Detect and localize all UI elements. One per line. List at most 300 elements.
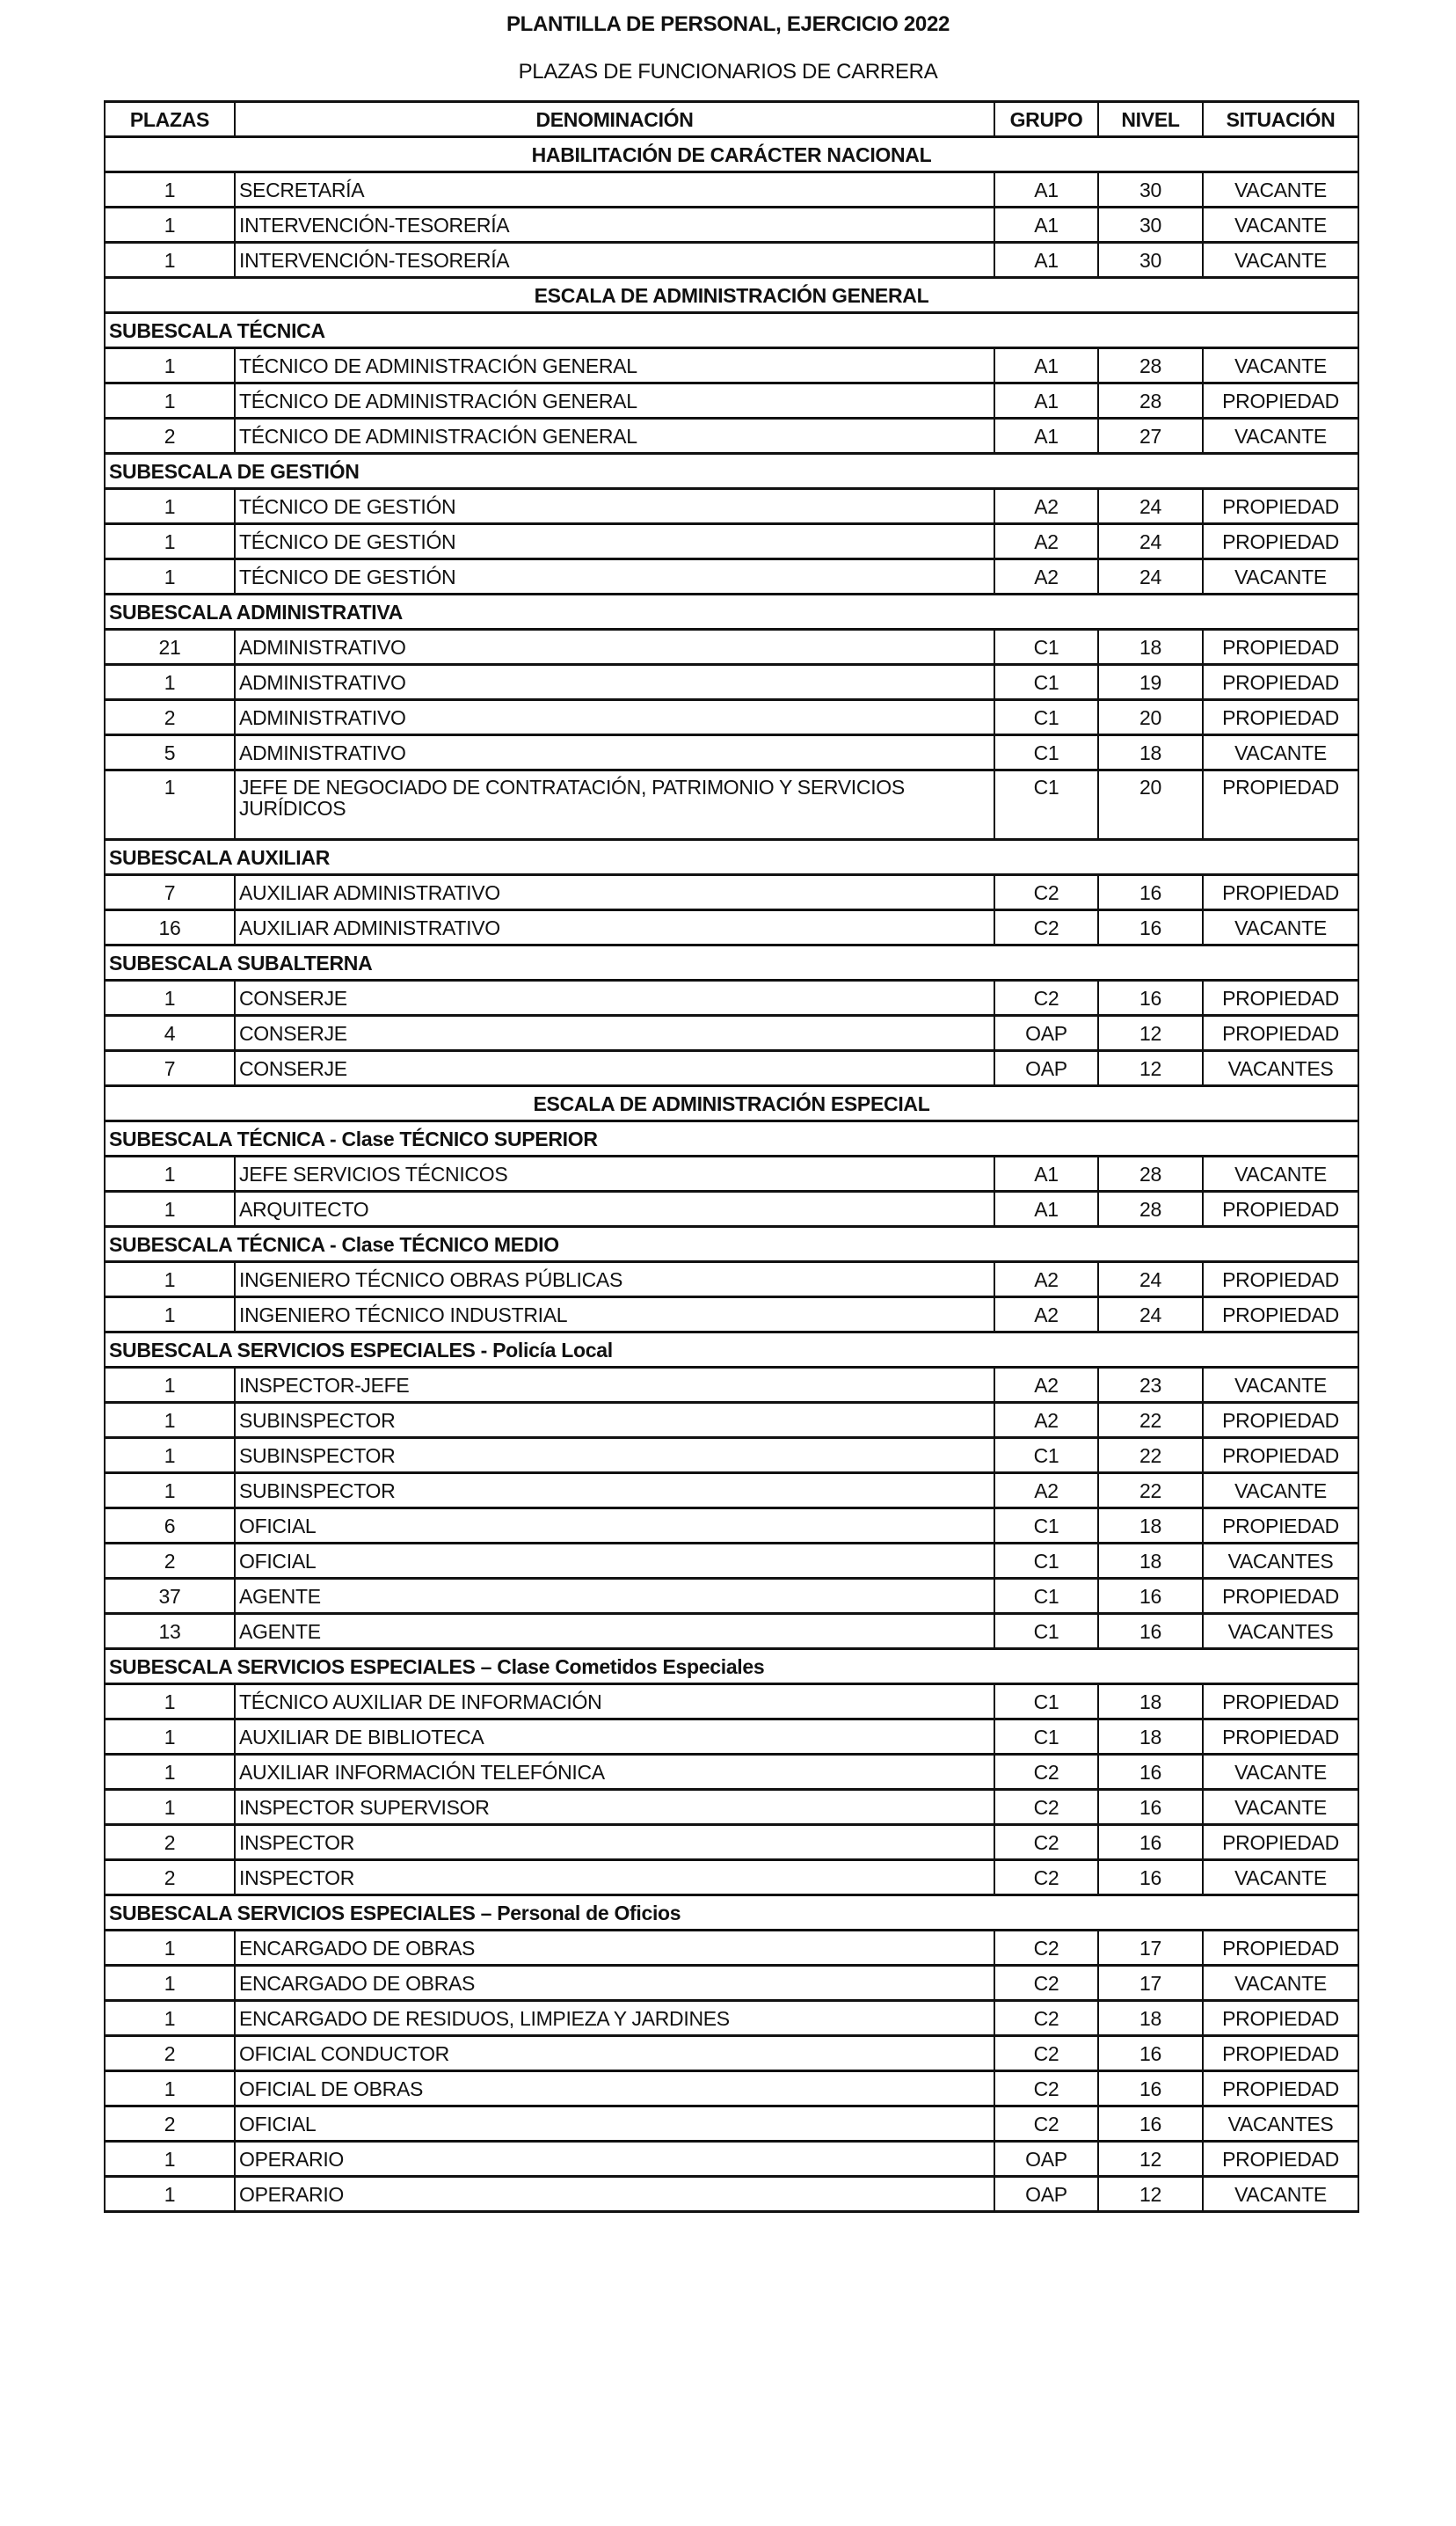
cell-situacion: VACANTE bbox=[1203, 2177, 1358, 2212]
cell-situacion: PROPIEDAD bbox=[1203, 524, 1358, 559]
cell-nivel: 27 bbox=[1098, 419, 1203, 454]
cell-grupo: OAP bbox=[994, 1016, 1098, 1051]
cell-plazas: 6 bbox=[105, 1508, 235, 1544]
subsection-heading-row bbox=[105, 1649, 1358, 1684]
subsection-heading: SUBESCALA SERVICIOS ESPECIALES – Personal de Oficios bbox=[105, 1895, 1358, 1931]
table-row bbox=[105, 383, 1358, 419]
cell-plazas: 1 bbox=[105, 1966, 235, 2001]
cell-plazas: 1 bbox=[105, 489, 235, 524]
cell-grupo: A1 bbox=[994, 383, 1098, 419]
cell-denominacion: JEFE SERVICIOS TÉCNICOS bbox=[235, 1157, 994, 1192]
cell-denominacion: CONSERJE bbox=[235, 1016, 994, 1051]
cell-nivel: 12 bbox=[1098, 1051, 1203, 1086]
cell-plazas: 1 bbox=[105, 1157, 235, 1192]
cell-nivel: 28 bbox=[1098, 1192, 1203, 1227]
cell-denominacion: AUXILIAR INFORMACIÓN TELEFÓNICA bbox=[235, 1755, 994, 1790]
cell-denominacion: INGENIERO TÉCNICO OBRAS PÚBLICAS bbox=[235, 1262, 994, 1297]
table-row bbox=[105, 665, 1358, 700]
cell-plazas: 1 bbox=[105, 1297, 235, 1332]
cell-nivel: 16 bbox=[1098, 875, 1203, 910]
cell-situacion: PROPIEDAD bbox=[1203, 2001, 1358, 2036]
cell-grupo: C1 bbox=[994, 630, 1098, 665]
cell-denominacion: SECRETARÍA bbox=[235, 172, 994, 208]
cell-nivel: 20 bbox=[1098, 770, 1203, 840]
cell-denominacion: TÉCNICO DE ADMINISTRACIÓN GENERAL bbox=[235, 419, 994, 454]
table-row bbox=[105, 2001, 1358, 2036]
cell-denominacion: OPERARIO bbox=[235, 2142, 994, 2177]
cell-denominacion: INSPECTOR SUPERVISOR bbox=[235, 1790, 994, 1825]
cell-grupo: OAP bbox=[994, 2177, 1098, 2212]
cell-denominacion: OFICIAL CONDUCTOR bbox=[235, 2036, 994, 2071]
cell-denominacion: ENCARGADO DE OBRAS bbox=[235, 1966, 994, 2001]
cell-nivel: 18 bbox=[1098, 1684, 1203, 1719]
table-row bbox=[105, 875, 1358, 910]
cell-nivel: 28 bbox=[1098, 383, 1203, 419]
cell-situacion: VACANTE bbox=[1203, 559, 1358, 595]
subsection-heading-row bbox=[105, 1227, 1358, 1262]
cell-grupo: C2 bbox=[994, 1931, 1098, 1966]
table-row bbox=[105, 2071, 1358, 2106]
cell-nivel: 30 bbox=[1098, 172, 1203, 208]
cell-denominacion: OPERARIO bbox=[235, 2177, 994, 2212]
cell-situacion: VACANTE bbox=[1203, 910, 1358, 945]
cell-grupo: A1 bbox=[994, 419, 1098, 454]
cell-plazas: 2 bbox=[105, 419, 235, 454]
table-row bbox=[105, 1860, 1358, 1895]
table-body bbox=[105, 137, 1358, 2212]
cell-nivel: 16 bbox=[1098, 1860, 1203, 1895]
cell-plazas: 7 bbox=[105, 875, 235, 910]
table-row bbox=[105, 1016, 1358, 1051]
table-row bbox=[105, 1966, 1358, 2001]
cell-denominacion: INSPECTOR-JEFE bbox=[235, 1368, 994, 1403]
cell-situacion: PROPIEDAD bbox=[1203, 770, 1358, 840]
cell-situacion: PROPIEDAD bbox=[1203, 1684, 1358, 1719]
header-grupo: GRUPO bbox=[994, 102, 1098, 137]
cell-nivel: 12 bbox=[1098, 2142, 1203, 2177]
cell-situacion: VACANTE bbox=[1203, 243, 1358, 278]
cell-situacion: VACANTE bbox=[1203, 1966, 1358, 2001]
cell-plazas: 1 bbox=[105, 208, 235, 243]
cell-situacion: VACANTE bbox=[1203, 1790, 1358, 1825]
cell-grupo: A2 bbox=[994, 1297, 1098, 1332]
table-row bbox=[105, 1262, 1358, 1297]
cell-situacion: VACANTES bbox=[1203, 1614, 1358, 1649]
cell-denominacion: ADMINISTRATIVO bbox=[235, 665, 994, 700]
cell-grupo: C2 bbox=[994, 2071, 1098, 2106]
cell-grupo: OAP bbox=[994, 2142, 1098, 2177]
cell-nivel: 28 bbox=[1098, 1157, 1203, 1192]
subsection-heading: SUBESCALA AUXILIAR bbox=[105, 840, 1358, 875]
cell-plazas: 1 bbox=[105, 2001, 235, 2036]
cell-denominacion: OFICIAL bbox=[235, 1544, 994, 1579]
cell-grupo: C2 bbox=[994, 1790, 1098, 1825]
subsection-heading-row bbox=[105, 595, 1358, 630]
cell-situacion: PROPIEDAD bbox=[1203, 1508, 1358, 1544]
cell-plazas: 2 bbox=[105, 2106, 235, 2142]
cell-plazas: 1 bbox=[105, 1755, 235, 1790]
cell-grupo: C1 bbox=[994, 770, 1098, 840]
cell-situacion: PROPIEDAD bbox=[1203, 700, 1358, 735]
cell-denominacion: ENCARGADO DE OBRAS bbox=[235, 1931, 994, 1966]
subsection-heading-row bbox=[105, 1332, 1358, 1368]
cell-grupo: A2 bbox=[994, 1473, 1098, 1508]
cell-situacion: VACANTE bbox=[1203, 735, 1358, 770]
table-row bbox=[105, 2106, 1358, 2142]
table-row bbox=[105, 1790, 1358, 1825]
cell-plazas: 1 bbox=[105, 1192, 235, 1227]
cell-situacion: VACANTES bbox=[1203, 2106, 1358, 2142]
table-row bbox=[105, 1684, 1358, 1719]
table-row bbox=[105, 1508, 1358, 1544]
cell-denominacion: SUBINSPECTOR bbox=[235, 1403, 994, 1438]
cell-nivel: 22 bbox=[1098, 1403, 1203, 1438]
table-row bbox=[105, 630, 1358, 665]
cell-nivel: 19 bbox=[1098, 665, 1203, 700]
cell-grupo: A2 bbox=[994, 1262, 1098, 1297]
staff-table bbox=[104, 100, 1359, 2213]
cell-grupo: C1 bbox=[994, 1579, 1098, 1614]
cell-situacion: PROPIEDAD bbox=[1203, 2036, 1358, 2071]
cell-nivel: 17 bbox=[1098, 1931, 1203, 1966]
cell-situacion: PROPIEDAD bbox=[1203, 1931, 1358, 1966]
subsection-heading: SUBESCALA TÉCNICA - Clase TÉCNICO MEDIO bbox=[105, 1227, 1358, 1262]
cell-nivel: 12 bbox=[1098, 2177, 1203, 2212]
cell-situacion: PROPIEDAD bbox=[1203, 981, 1358, 1016]
cell-grupo: C2 bbox=[994, 1755, 1098, 1790]
table-row bbox=[105, 172, 1358, 208]
header-situacion: SITUACIÓN bbox=[1203, 102, 1358, 137]
cell-nivel: 18 bbox=[1098, 1719, 1203, 1755]
table-row bbox=[105, 1614, 1358, 1649]
table-row bbox=[105, 1157, 1358, 1192]
cell-nivel: 16 bbox=[1098, 1614, 1203, 1649]
table-row bbox=[105, 559, 1358, 595]
subsection-heading: SUBESCALA SUBALTERNA bbox=[105, 945, 1358, 981]
cell-situacion: PROPIEDAD bbox=[1203, 1825, 1358, 1860]
cell-nivel: 18 bbox=[1098, 2001, 1203, 2036]
table-row bbox=[105, 770, 1358, 840]
cell-nivel: 16 bbox=[1098, 1825, 1203, 1860]
cell-situacion: PROPIEDAD bbox=[1203, 1297, 1358, 1332]
cell-grupo: A1 bbox=[994, 172, 1098, 208]
table-row bbox=[105, 2036, 1358, 2071]
cell-plazas: 5 bbox=[105, 735, 235, 770]
cell-denominacion: AUXILIAR ADMINISTRATIVO bbox=[235, 875, 994, 910]
cell-situacion: VACANTE bbox=[1203, 348, 1358, 383]
table-header-row bbox=[105, 102, 1358, 137]
cell-situacion: VACANTE bbox=[1203, 172, 1358, 208]
cell-grupo: A2 bbox=[994, 524, 1098, 559]
table-row bbox=[105, 1825, 1358, 1860]
subsection-heading: SUBESCALA ADMINISTRATIVA bbox=[105, 595, 1358, 630]
subsection-heading: SUBESCALA DE GESTIÓN bbox=[105, 454, 1358, 489]
cell-plazas: 1 bbox=[105, 665, 235, 700]
cell-denominacion: CONSERJE bbox=[235, 1051, 994, 1086]
cell-grupo: A2 bbox=[994, 489, 1098, 524]
table-row bbox=[105, 1403, 1358, 1438]
cell-situacion: PROPIEDAD bbox=[1203, 1719, 1358, 1755]
table-row bbox=[105, 348, 1358, 383]
cell-plazas: 1 bbox=[105, 1473, 235, 1508]
cell-grupo: C1 bbox=[994, 735, 1098, 770]
cell-grupo: A1 bbox=[994, 243, 1098, 278]
table-row bbox=[105, 1192, 1358, 1227]
subsection-heading-row bbox=[105, 1895, 1358, 1931]
cell-plazas: 1 bbox=[105, 348, 235, 383]
cell-nivel: 18 bbox=[1098, 1544, 1203, 1579]
cell-plazas: 1 bbox=[105, 981, 235, 1016]
cell-situacion: VACANTE bbox=[1203, 419, 1358, 454]
cell-plazas: 1 bbox=[105, 1368, 235, 1403]
cell-plazas: 16 bbox=[105, 910, 235, 945]
table-row bbox=[105, 524, 1358, 559]
cell-denominacion: TÉCNICO DE GESTIÓN bbox=[235, 559, 994, 595]
section-heading: ESCALA DE ADMINISTRACIÓN ESPECIAL bbox=[105, 1086, 1358, 1121]
cell-nivel: 16 bbox=[1098, 1790, 1203, 1825]
subsection-heading: SUBESCALA SERVICIOS ESPECIALES - Policía Local bbox=[105, 1332, 1358, 1368]
section-heading: HABILITACIÓN DE CARÁCTER NACIONAL bbox=[105, 137, 1358, 172]
table-row bbox=[105, 2142, 1358, 2177]
table-row bbox=[105, 735, 1358, 770]
cell-nivel: 16 bbox=[1098, 981, 1203, 1016]
cell-nivel: 17 bbox=[1098, 1966, 1203, 2001]
cell-denominacion: CONSERJE bbox=[235, 981, 994, 1016]
cell-situacion: PROPIEDAD bbox=[1203, 630, 1358, 665]
cell-grupo: A2 bbox=[994, 1368, 1098, 1403]
cell-denominacion: AGENTE bbox=[235, 1614, 994, 1649]
cell-plazas: 1 bbox=[105, 243, 235, 278]
cell-plazas: 1 bbox=[105, 2142, 235, 2177]
cell-grupo: C1 bbox=[994, 1684, 1098, 1719]
table-row bbox=[105, 1051, 1358, 1086]
subsection-heading: SUBESCALA TÉCNICA bbox=[105, 313, 1358, 348]
cell-grupo: C2 bbox=[994, 1966, 1098, 2001]
cell-situacion: PROPIEDAD bbox=[1203, 1579, 1358, 1614]
cell-plazas: 1 bbox=[105, 383, 235, 419]
cell-plazas: 1 bbox=[105, 2071, 235, 2106]
table-row bbox=[105, 243, 1358, 278]
cell-situacion: PROPIEDAD bbox=[1203, 2142, 1358, 2177]
table-row bbox=[105, 1719, 1358, 1755]
cell-grupo: C2 bbox=[994, 910, 1098, 945]
cell-plazas: 1 bbox=[105, 1438, 235, 1473]
cell-grupo: A2 bbox=[994, 559, 1098, 595]
subsection-heading: SUBESCALA SERVICIOS ESPECIALES – Clase Cometidos Especiales bbox=[105, 1649, 1358, 1684]
cell-denominacion: OFICIAL DE OBRAS bbox=[235, 2071, 994, 2106]
cell-denominacion: INTERVENCIÓN-TESORERÍA bbox=[235, 243, 994, 278]
cell-situacion: VACANTE bbox=[1203, 1755, 1358, 1790]
section-heading-row bbox=[105, 137, 1358, 172]
cell-denominacion: JEFE DE NEGOCIADO DE CONTRATACIÓN, PATRIMONIO Y SERVICIOS JURÍDICOS bbox=[235, 770, 994, 840]
cell-grupo: A1 bbox=[994, 1192, 1098, 1227]
cell-denominacion: OFICIAL bbox=[235, 2106, 994, 2142]
cell-grupo: C2 bbox=[994, 2001, 1098, 2036]
cell-grupo: A2 bbox=[994, 1403, 1098, 1438]
cell-nivel: 24 bbox=[1098, 524, 1203, 559]
cell-situacion: PROPIEDAD bbox=[1203, 1192, 1358, 1227]
table-row bbox=[105, 1438, 1358, 1473]
cell-denominacion: SUBINSPECTOR bbox=[235, 1438, 994, 1473]
cell-situacion: PROPIEDAD bbox=[1203, 489, 1358, 524]
cell-denominacion: TÉCNICO AUXILIAR DE INFORMACIÓN bbox=[235, 1684, 994, 1719]
table-row bbox=[105, 910, 1358, 945]
cell-nivel: 16 bbox=[1098, 1579, 1203, 1614]
cell-denominacion: OFICIAL bbox=[235, 1508, 994, 1544]
cell-grupo: OAP bbox=[994, 1051, 1098, 1086]
cell-nivel: 30 bbox=[1098, 243, 1203, 278]
cell-situacion: VACANTES bbox=[1203, 1051, 1358, 1086]
cell-nivel: 16 bbox=[1098, 2036, 1203, 2071]
cell-denominacion: INTERVENCIÓN-TESORERÍA bbox=[235, 208, 994, 243]
cell-denominacion: ADMINISTRATIVO bbox=[235, 700, 994, 735]
cell-denominacion: INGENIERO TÉCNICO INDUSTRIAL bbox=[235, 1297, 994, 1332]
cell-grupo: C1 bbox=[994, 1544, 1098, 1579]
cell-nivel: 20 bbox=[1098, 700, 1203, 735]
cell-plazas: 2 bbox=[105, 1544, 235, 1579]
cell-situacion: VACANTE bbox=[1203, 1368, 1358, 1403]
header-nivel: NIVEL bbox=[1098, 102, 1203, 137]
table-row bbox=[105, 1473, 1358, 1508]
cell-denominacion: TÉCNICO DE ADMINISTRACIÓN GENERAL bbox=[235, 348, 994, 383]
cell-nivel: 24 bbox=[1098, 1297, 1203, 1332]
cell-denominacion: TÉCNICO DE ADMINISTRACIÓN GENERAL bbox=[235, 383, 994, 419]
cell-grupo: A1 bbox=[994, 1157, 1098, 1192]
cell-situacion: VACANTES bbox=[1203, 1544, 1358, 1579]
subsection-heading-row bbox=[105, 454, 1358, 489]
cell-grupo: C2 bbox=[994, 1860, 1098, 1895]
cell-plazas: 1 bbox=[105, 1931, 235, 1966]
cell-plazas: 1 bbox=[105, 770, 235, 840]
cell-nivel: 12 bbox=[1098, 1016, 1203, 1051]
table-row bbox=[105, 489, 1358, 524]
cell-nivel: 16 bbox=[1098, 2106, 1203, 2142]
cell-plazas: 4 bbox=[105, 1016, 235, 1051]
cell-situacion: PROPIEDAD bbox=[1203, 1016, 1358, 1051]
cell-denominacion: ADMINISTRATIVO bbox=[235, 630, 994, 665]
cell-plazas: 1 bbox=[105, 1403, 235, 1438]
cell-nivel: 18 bbox=[1098, 630, 1203, 665]
cell-plazas: 21 bbox=[105, 630, 235, 665]
cell-denominacion: TÉCNICO DE GESTIÓN bbox=[235, 489, 994, 524]
cell-plazas: 1 bbox=[105, 524, 235, 559]
cell-situacion: PROPIEDAD bbox=[1203, 665, 1358, 700]
subsection-heading-row bbox=[105, 840, 1358, 875]
subsection-heading-row bbox=[105, 1121, 1358, 1157]
cell-grupo: C2 bbox=[994, 981, 1098, 1016]
section-heading: ESCALA DE ADMINISTRACIÓN GENERAL bbox=[105, 278, 1358, 313]
table-row bbox=[105, 419, 1358, 454]
cell-situacion: PROPIEDAD bbox=[1203, 1438, 1358, 1473]
cell-nivel: 16 bbox=[1098, 1755, 1203, 1790]
cell-plazas: 1 bbox=[105, 559, 235, 595]
cell-nivel: 18 bbox=[1098, 735, 1203, 770]
cell-nivel: 24 bbox=[1098, 1262, 1203, 1297]
table-row bbox=[105, 981, 1358, 1016]
cell-plazas: 2 bbox=[105, 700, 235, 735]
cell-nivel: 24 bbox=[1098, 489, 1203, 524]
cell-nivel: 24 bbox=[1098, 559, 1203, 595]
cell-nivel: 30 bbox=[1098, 208, 1203, 243]
cell-grupo: C2 bbox=[994, 2106, 1098, 2142]
cell-denominacion: ADMINISTRATIVO bbox=[235, 735, 994, 770]
cell-plazas: 1 bbox=[105, 1262, 235, 1297]
cell-nivel: 16 bbox=[1098, 910, 1203, 945]
cell-denominacion: AUXILIAR ADMINISTRATIVO bbox=[235, 910, 994, 945]
cell-grupo: C2 bbox=[994, 2036, 1098, 2071]
cell-nivel: 22 bbox=[1098, 1438, 1203, 1473]
cell-grupo: C2 bbox=[994, 875, 1098, 910]
cell-denominacion: INSPECTOR bbox=[235, 1825, 994, 1860]
table-row bbox=[105, 208, 1358, 243]
cell-nivel: 22 bbox=[1098, 1473, 1203, 1508]
cell-grupo: C2 bbox=[994, 1825, 1098, 1860]
cell-denominacion: SUBINSPECTOR bbox=[235, 1473, 994, 1508]
cell-grupo: C1 bbox=[994, 1614, 1098, 1649]
cell-plazas: 2 bbox=[105, 2036, 235, 2071]
cell-denominacion: INSPECTOR bbox=[235, 1860, 994, 1895]
document-subtitle: PLAZAS DE FUNCIONARIOS DE CARRERA bbox=[518, 60, 938, 84]
section-heading-row bbox=[105, 1086, 1358, 1121]
cell-nivel: 16 bbox=[1098, 2071, 1203, 2106]
cell-situacion: VACANTE bbox=[1203, 1473, 1358, 1508]
subsection-heading: SUBESCALA TÉCNICA - Clase TÉCNICO SUPERIOR bbox=[105, 1121, 1358, 1157]
cell-plazas: 37 bbox=[105, 1579, 235, 1614]
table-row bbox=[105, 2177, 1358, 2212]
cell-plazas: 1 bbox=[105, 2177, 235, 2212]
cell-situacion: VACANTE bbox=[1203, 1860, 1358, 1895]
cell-nivel: 18 bbox=[1098, 1508, 1203, 1544]
cell-plazas: 1 bbox=[105, 172, 235, 208]
table-row bbox=[105, 1544, 1358, 1579]
cell-situacion: PROPIEDAD bbox=[1203, 2071, 1358, 2106]
cell-plazas: 7 bbox=[105, 1051, 235, 1086]
cell-grupo: C1 bbox=[994, 700, 1098, 735]
cell-grupo: C1 bbox=[994, 1438, 1098, 1473]
cell-denominacion: AGENTE bbox=[235, 1579, 994, 1614]
cell-denominacion: AUXILIAR DE BIBLIOTECA bbox=[235, 1719, 994, 1755]
table-row bbox=[105, 1931, 1358, 1966]
cell-plazas: 2 bbox=[105, 1825, 235, 1860]
cell-plazas: 2 bbox=[105, 1860, 235, 1895]
cell-plazas: 13 bbox=[105, 1614, 235, 1649]
subsection-heading-row bbox=[105, 313, 1358, 348]
cell-grupo: C1 bbox=[994, 665, 1098, 700]
cell-situacion: VACANTE bbox=[1203, 1157, 1358, 1192]
subsection-heading-row bbox=[105, 945, 1358, 981]
cell-situacion: PROPIEDAD bbox=[1203, 383, 1358, 419]
table-row bbox=[105, 1755, 1358, 1790]
cell-grupo: C1 bbox=[994, 1508, 1098, 1544]
cell-grupo: A1 bbox=[994, 348, 1098, 383]
table-row bbox=[105, 1297, 1358, 1332]
table-row bbox=[105, 1368, 1358, 1403]
table-row bbox=[105, 1579, 1358, 1614]
table-row bbox=[105, 700, 1358, 735]
cell-situacion: PROPIEDAD bbox=[1203, 1403, 1358, 1438]
cell-denominacion: ENCARGADO DE RESIDUOS, LIMPIEZA Y JARDINES bbox=[235, 2001, 994, 2036]
cell-situacion: VACANTE bbox=[1203, 208, 1358, 243]
document-title: PLANTILLA DE PERSONAL, EJERCICIO 2022 bbox=[506, 12, 950, 36]
section-heading-row bbox=[105, 278, 1358, 313]
cell-denominacion: ARQUITECTO bbox=[235, 1192, 994, 1227]
header-denominacion: DENOMINACIÓN bbox=[235, 102, 994, 137]
header-plazas: PLAZAS bbox=[105, 102, 235, 137]
cell-situacion: PROPIEDAD bbox=[1203, 875, 1358, 910]
cell-nivel: 23 bbox=[1098, 1368, 1203, 1403]
cell-plazas: 1 bbox=[105, 1790, 235, 1825]
cell-nivel: 28 bbox=[1098, 348, 1203, 383]
